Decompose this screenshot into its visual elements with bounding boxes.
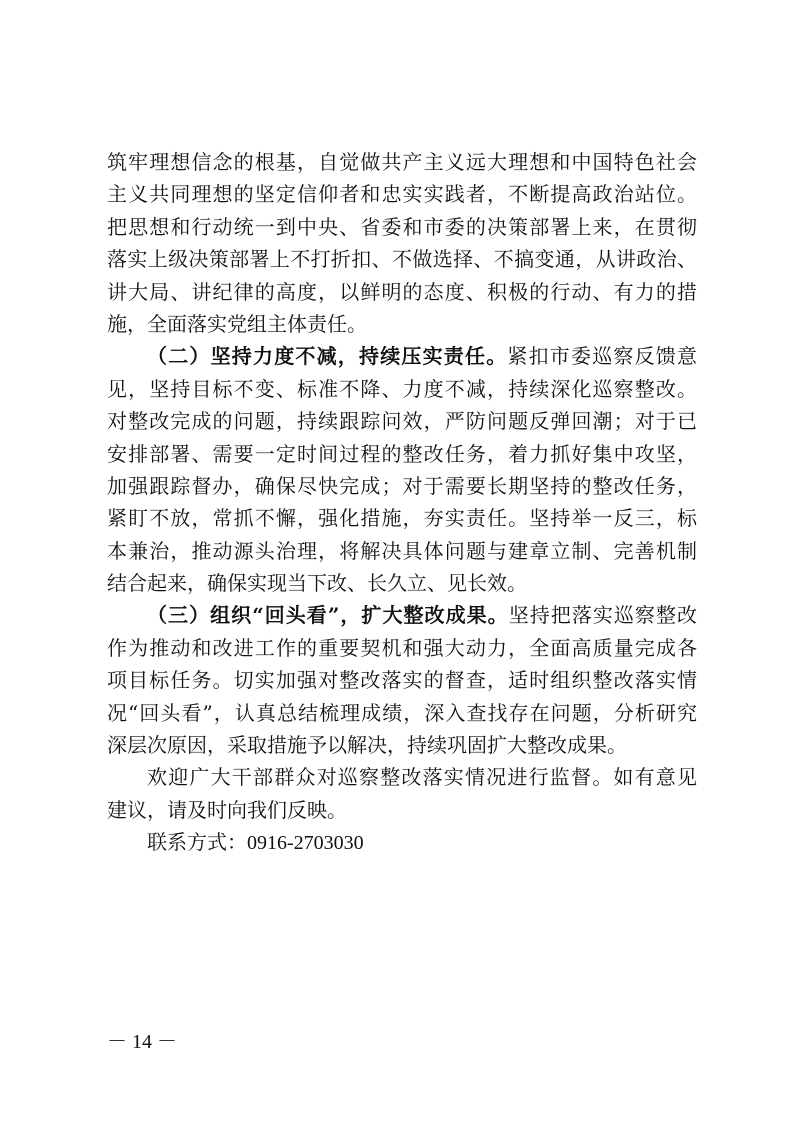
text-line: 讲大局、讲纪律的高度，以鲜明的态度、积极的行动、有力的措 xyxy=(107,279,697,304)
text-line: 作为推动和改进工作的重要契机和强大动力，全面高质量完成各 xyxy=(107,635,697,660)
text-span: 坚持把落实巡察整改 xyxy=(508,603,698,628)
text-line: 深层次原因，采取措施予以解决，持续巩固扩大整改成果。 xyxy=(107,733,627,758)
text-line: 对整改完成的问题，持续跟踪问效，严防问题反弹回潮；对于已 xyxy=(107,409,697,434)
text-line xyxy=(107,340,697,372)
text-line: 建议，请及时向我们反映。 xyxy=(107,797,347,822)
text-line: 本兼治，推动源头治理，将解决具体问题与建章立制、完善机制 xyxy=(107,538,697,563)
text-line: 落实上级决策部署上不打折扣、不做选择、不搞变通，从讲政治、 xyxy=(107,247,697,272)
text-line: 欢迎广大干部群众对巡察整改落实情况进行监督。如有意见 xyxy=(147,765,697,790)
text-line: 项目标任务。切实加强对整改落实的督查，适时组织整改落实情 xyxy=(107,668,697,693)
section-heading-2: （二）坚持力度不减，持续压实责任。 xyxy=(147,344,508,369)
text-line: 主义共同理想的坚定信仰者和忠实实践者，不断提高政治站位。 xyxy=(107,182,697,207)
paragraph-2 xyxy=(107,340,697,599)
text-line: 紧盯不放，常抓不懈，强化措施，夯实责任。坚持举一反三，标 xyxy=(107,506,697,531)
paragraph-3 xyxy=(107,599,697,761)
document-body xyxy=(107,146,697,859)
text-line: 施，全面落实党组主体责任。 xyxy=(107,311,367,336)
text-line: 加强跟踪督办，确保尽快完成；对于需要长期坚持的整改任务， xyxy=(107,473,697,498)
text-line: 见，坚持目标不变、标准不降、力度不减，持续深化巡察整改。 xyxy=(107,376,697,401)
text-line xyxy=(107,599,697,631)
contact-line xyxy=(107,826,697,858)
text-line: 筑牢理想信念的根基，自觉做共产主义远大理想和中国特色社会 xyxy=(107,150,697,174)
contact-label: 联系方式： xyxy=(147,830,247,855)
paragraph-1 xyxy=(107,146,697,340)
section-heading-3: （三）组织“回头看”，扩大整改成果。 xyxy=(147,603,509,628)
text-line: 况“回头看”，认真总结梳理成绩，深入查找存在问题，分析研究 xyxy=(107,700,697,725)
paragraph-4 xyxy=(107,761,697,826)
text-line: 结合起来，确保实现当下改、长久立、见长效。 xyxy=(107,571,527,596)
text-line: 安排部署、需要一定时间过程的整改任务，着力抓好集中攻坚， xyxy=(107,441,697,466)
page-number: － 14 － xyxy=(107,1031,177,1053)
text-line: 把思想和行动统一到中央、省委和市委的决策部署上来，在贯彻 xyxy=(107,214,697,239)
text-span: 紧扣市委巡察反馈意 xyxy=(507,344,698,369)
contact-phone-number: 0916-2703030 xyxy=(247,832,364,855)
